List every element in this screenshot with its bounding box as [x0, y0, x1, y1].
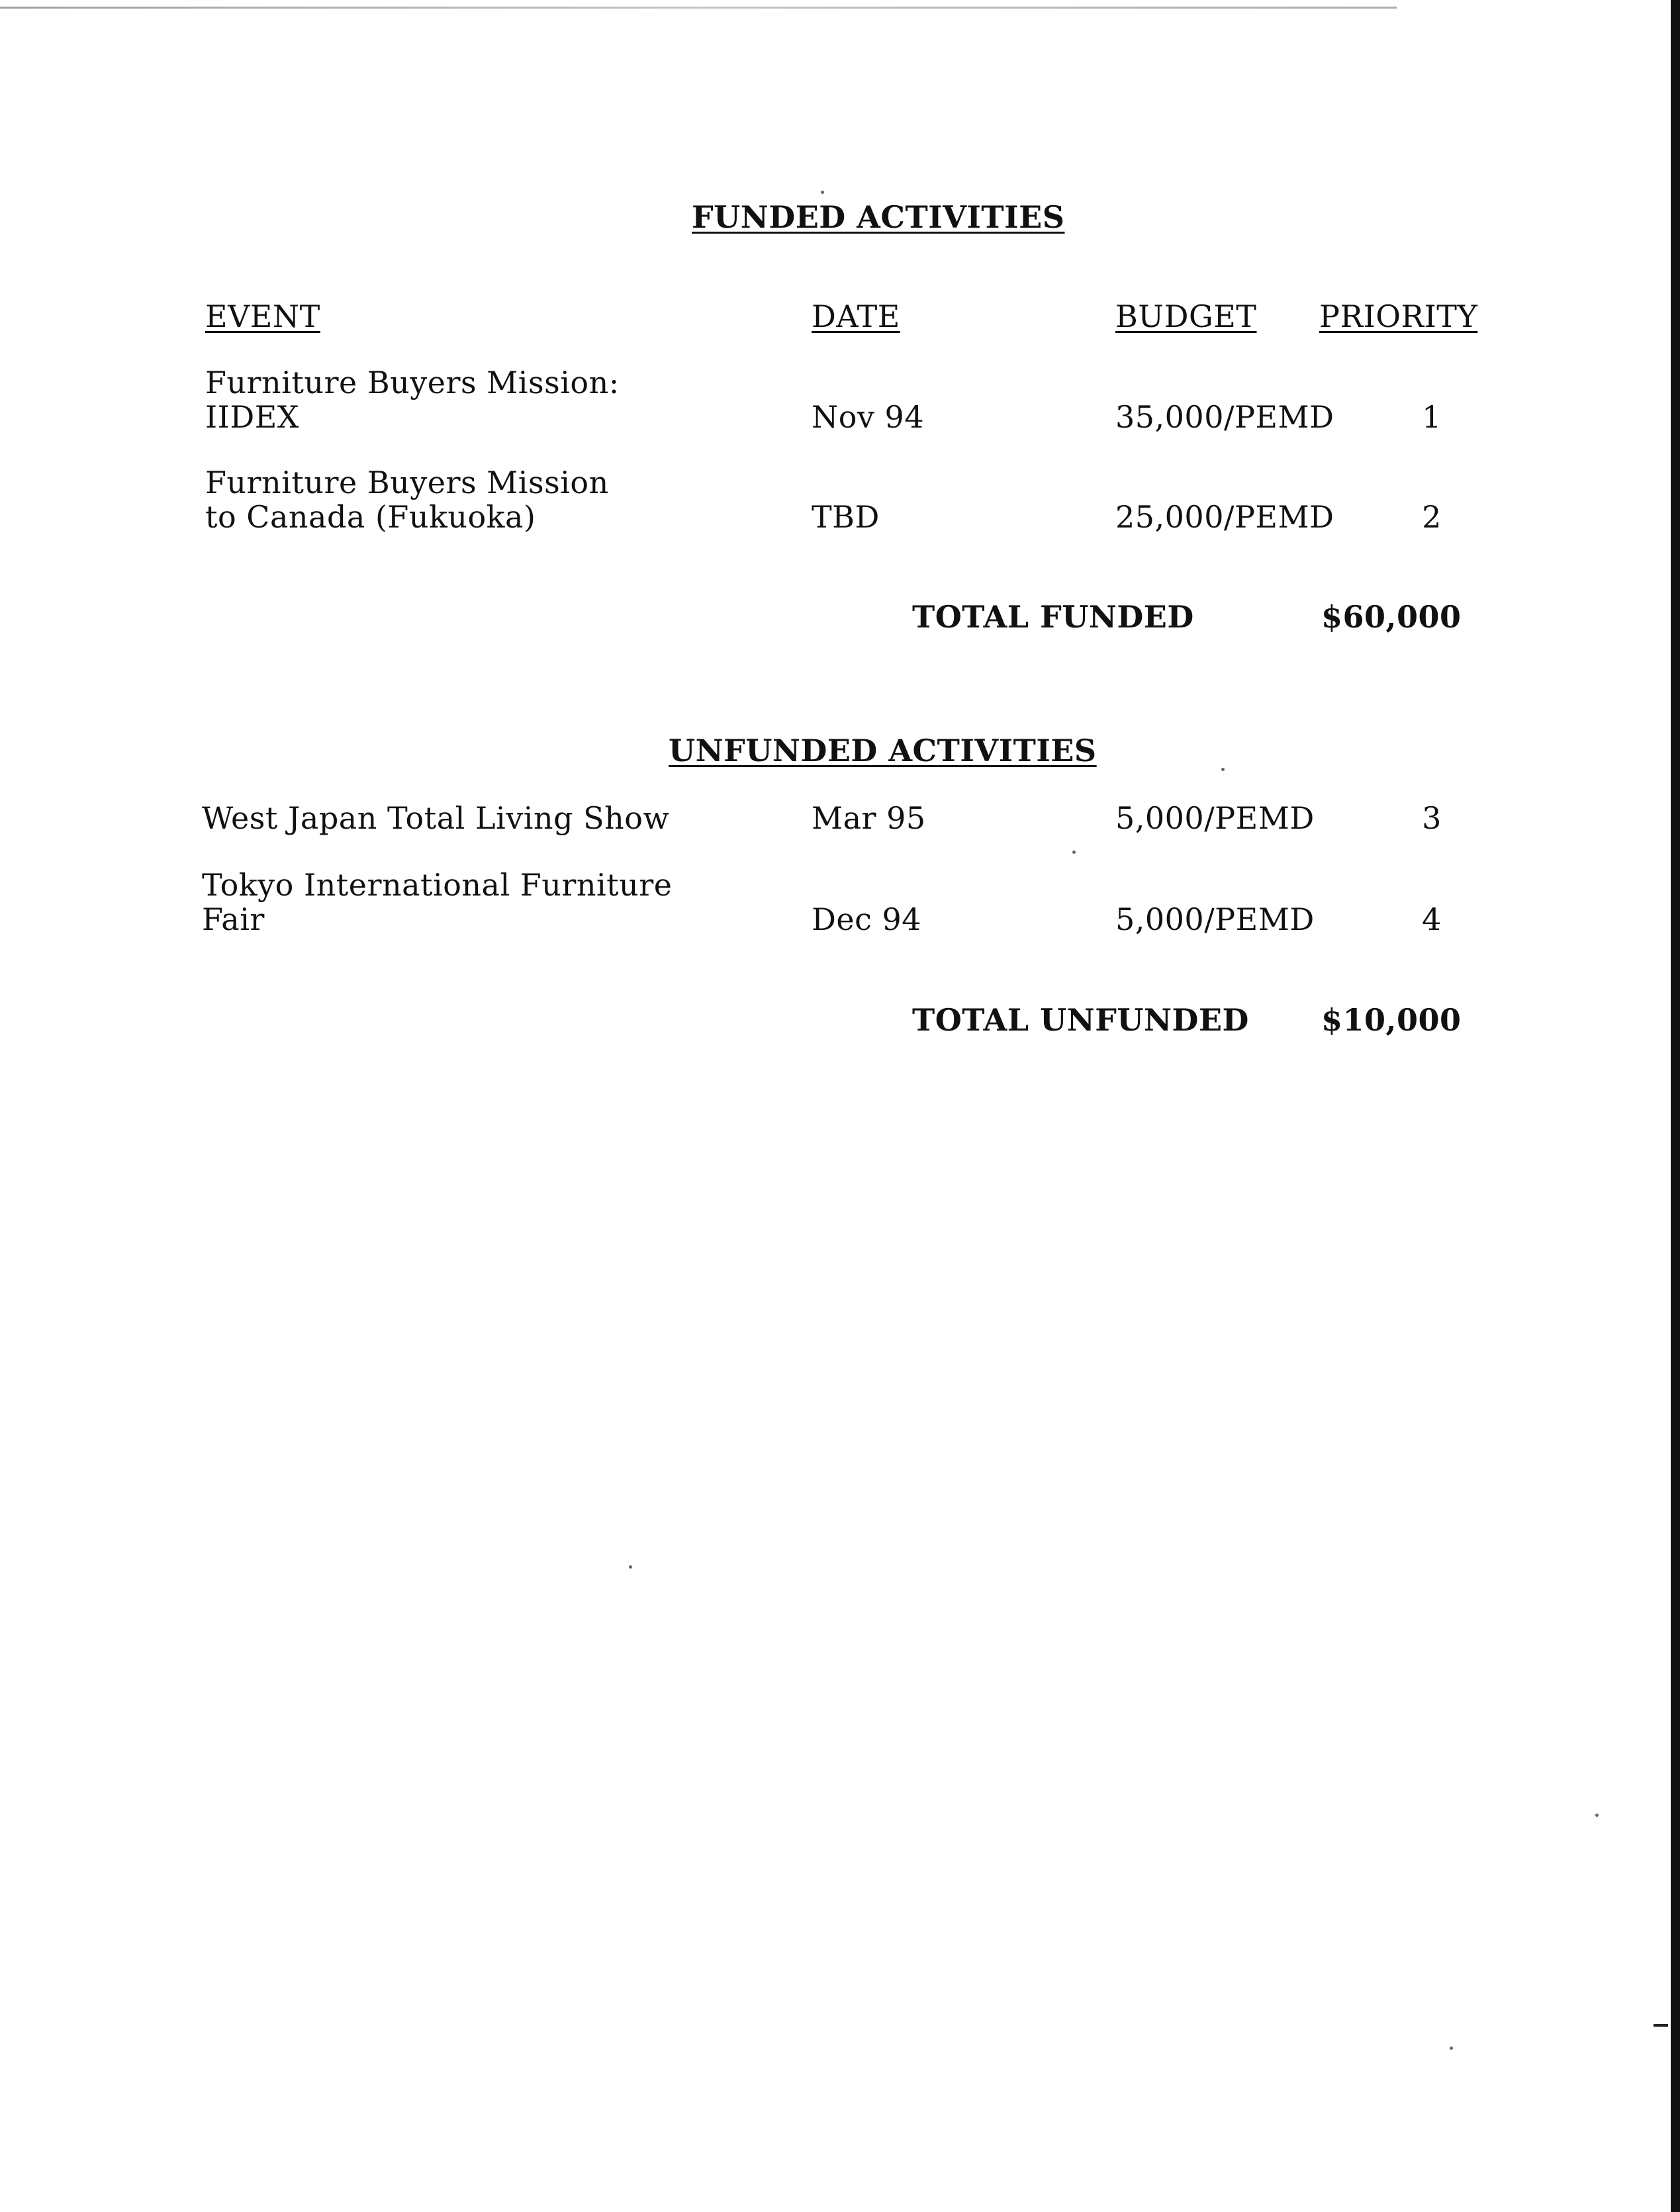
scan-speck — [629, 1565, 632, 1569]
event-budget: 25,000/PEMD — [1115, 499, 1334, 535]
column-header-event: EVENT — [205, 299, 320, 334]
total-funded-label: TOTAL FUNDED — [912, 599, 1194, 635]
event-priority: 4 — [1422, 901, 1442, 937]
scan-speck — [1072, 851, 1076, 854]
event-name-line1: Tokyo International Furniture — [202, 867, 673, 903]
event-name-line2: Fair — [202, 901, 265, 937]
event-priority: 1 — [1422, 399, 1442, 435]
scan-speck — [1450, 2047, 1453, 2050]
event-name-line1: Furniture Buyers Mission: — [205, 365, 620, 400]
column-header-date: DATE — [812, 299, 900, 334]
scan-speck — [1221, 768, 1225, 771]
scan-speck — [1595, 1814, 1599, 1817]
event-date: Nov 94 — [812, 399, 925, 435]
total-funded-value: $60,000 — [1321, 599, 1462, 635]
event-date: Mar 95 — [812, 800, 926, 836]
column-header-priority: PRIORITY — [1319, 299, 1478, 334]
total-unfunded-value: $10,000 — [1321, 1002, 1462, 1038]
scan-edge-mark — [1654, 2024, 1668, 2027]
event-budget: 5,000/PEMD — [1115, 901, 1315, 937]
event-name-line2: to Canada (Fukuoka) — [205, 499, 536, 535]
event-budget: 5,000/PEMD — [1115, 800, 1315, 836]
total-unfunded-label: TOTAL UNFUNDED — [912, 1002, 1249, 1038]
event-name-line2: IIDEX — [205, 399, 300, 435]
event-name-line1: Furniture Buyers Mission — [205, 465, 609, 500]
scan-edge-top — [0, 7, 1397, 9]
event-priority: 3 — [1422, 800, 1442, 836]
event-name-line1: West Japan Total Living Show — [202, 800, 670, 836]
event-date: TBD — [812, 499, 880, 535]
event-date: Dec 94 — [812, 901, 922, 937]
column-header-budget: BUDGET — [1115, 299, 1257, 334]
scan-edge-right — [1671, 0, 1680, 2212]
event-budget: 35,000/PEMD — [1115, 399, 1334, 435]
scan-speck — [821, 191, 824, 194]
funded-heading: FUNDED ACTIVITIES — [692, 199, 1065, 235]
event-priority: 2 — [1422, 499, 1442, 535]
unfunded-heading: UNFUNDED ACTIVITIES — [669, 733, 1097, 768]
